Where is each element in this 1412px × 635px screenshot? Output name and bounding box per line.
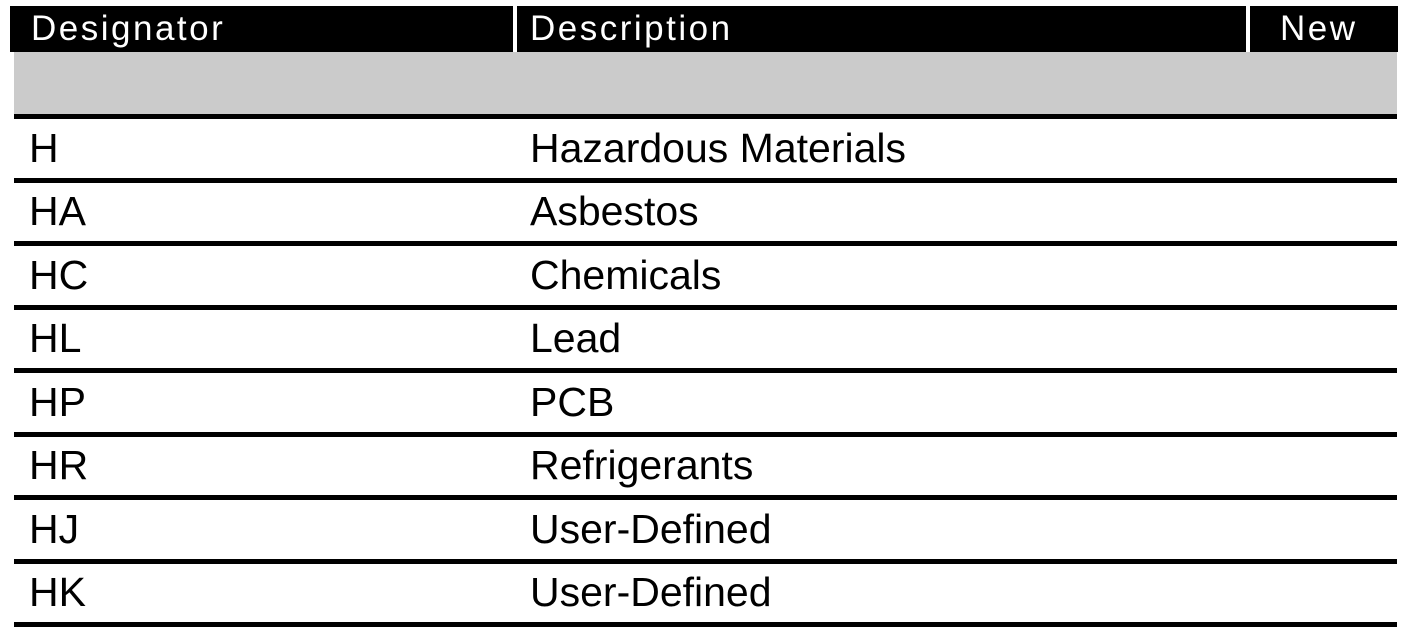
- table-row[interactable]: [14, 246, 1397, 310]
- designator-table: [14, 52, 1397, 627]
- description-cell: PCB: [530, 378, 615, 425]
- table-row[interactable]: [14, 437, 1397, 501]
- column-header-new[interactable]: New: [1280, 9, 1358, 48]
- description-cell: User-Defined: [530, 569, 772, 616]
- designator-cell: HA: [29, 188, 86, 235]
- description-cell: Chemicals: [530, 251, 722, 298]
- designator-cell: HK: [29, 569, 86, 616]
- designator-cell: HL: [29, 315, 82, 362]
- description-cell: Refrigerants: [530, 442, 754, 489]
- table-row[interactable]: [14, 500, 1397, 564]
- selected-empty-row[interactable]: [14, 52, 1397, 119]
- table-row[interactable]: [14, 183, 1397, 247]
- table-row[interactable]: [14, 564, 1397, 628]
- designator-cell: HR: [29, 442, 89, 489]
- column-header-description[interactable]: Description: [530, 9, 733, 48]
- designator-cell: HC: [29, 251, 89, 298]
- description-cell: Hazardous Materials: [530, 124, 906, 171]
- designator-cell: H: [29, 124, 59, 171]
- description-cell: Asbestos: [530, 188, 699, 235]
- description-cell: User-Defined: [530, 505, 772, 552]
- designator-cell: HP: [29, 378, 86, 425]
- table-row[interactable]: [14, 310, 1397, 374]
- designator-cell: HJ: [29, 505, 80, 552]
- description-cell: Lead: [530, 315, 622, 362]
- table-row[interactable]: [14, 119, 1397, 183]
- table-row[interactable]: [14, 373, 1397, 437]
- table-header: [10, 6, 1398, 52]
- column-header-designator[interactable]: Designator: [31, 9, 226, 48]
